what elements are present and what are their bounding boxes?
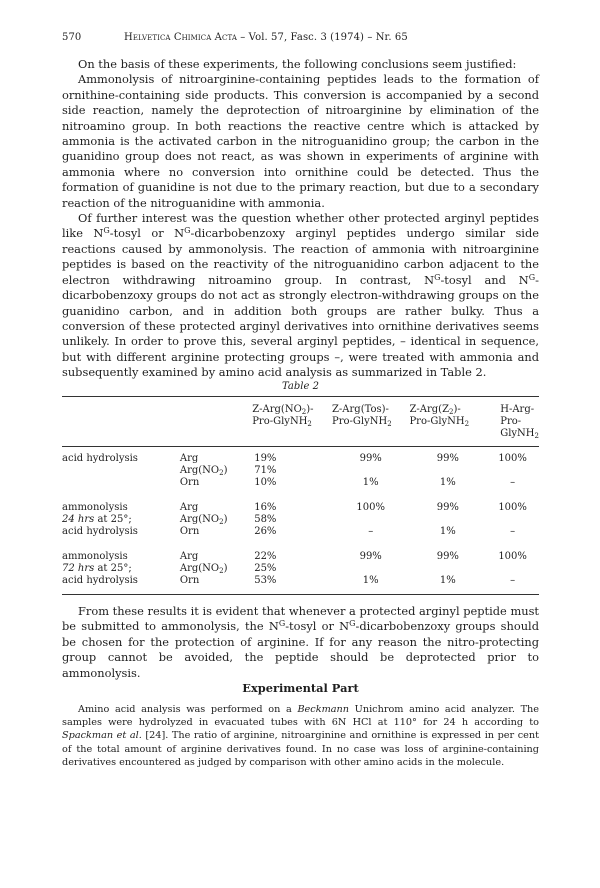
experimental-text: Amino acid analysis was performed on a Beckmann Unichrom amino acid analyzer. The samples were hydrolyzed in evacuated tubes with 6N HCl at 110° for 24 h according to Spackman et al. [24]. The ratio of arginine, nitroarginine and ornithine is expressed in per cent of the total amount of arginine derivatives found. In no case was loss of arginine-containing derivatives encountered as judged by comparison with other amino acids in the molecule. <box>62 704 540 768</box>
table-row: $Arg(NO_2)$ 71% <box>179 465 277 477</box>
section-heading: Experimental Part <box>242 681 359 695</box>
journal-name: Helvetica Chimica Acta <box>124 32 237 43</box>
table-row: acid hydrolysis Orn 26% – 1% – <box>62 526 516 537</box>
results-table <box>62 396 539 595</box>
journal-running-title: Helvetica Chimica Acta – Vol. 57, Fasc. 3 (1974) – Nr. 65 <box>124 32 408 43</box>
body-text-lower <box>62 604 539 681</box>
col-header-dicarbobenzoxy: $Z-Arg(Z_2)-$ Pro-GlyNH$_2$ <box>409 397 486 447</box>
table-row: 72 hrs at 25°; $Arg(NO_2)$ 25% <box>62 563 277 575</box>
table-header-row <box>62 397 539 447</box>
col-header-free: H-Arg- Pro- GlyNH$_2$ <box>486 397 539 447</box>
table-row: acid hydrolysis Arg 19% 99% 99% 100% <box>62 453 527 464</box>
body-text-upper <box>62 57 539 381</box>
table-row: 24 hrs at 25°; $Arg(NO_2)$ 58% <box>62 514 277 526</box>
paragraph-4: From these results it is evident that whenever a protected arginyl peptide must be submitted to ammonolysis, the $N^G$-tosyl or $N^G$-dicarbobenzoxy groups should be chosen for the protection of arginine. If for any reason the nitro-protecting group cannot be avoided, the peptide should be deprotected prior to ammonolysis. <box>62 604 539 680</box>
table-row: acid hydrolysis Orn 53% 1% 1% – <box>62 575 539 595</box>
table-row: Orn 10% 1% 1% – <box>179 477 516 488</box>
table-row: ammonolysis Arg 22% 99% 99% 100% <box>62 551 527 562</box>
volume-info: Vol. 57, Fasc. 3 (1974) – Nr. 65 <box>248 32 408 43</box>
paragraph-2: Ammonolysis of nitroarginine-containing peptides leads to the formation of ornithine-containing side products. This conversion is accompanied by a second side reaction, namely the deprotection of nitroarginine by elimination of the nitroamino group. In both reactions the reactive centre which is attacked by ammonia is the activated carbon in the nitroguanidino group; the carbon in the guanidino group does not react, as was shown in experiments of arginine with ammonia where no conversion into ornithine could be detected. Thus the formation of guanidine is not due to the primary reaction, but due to a secondary reaction of the nitroguanidine with ammonia. <box>62 72 539 210</box>
col-header-nitro: $Z-Arg(NO_2)-$ Pro-GlyNH$_2$ <box>252 397 332 447</box>
table-row: ammonolysis Arg 16% 100% 99% 100% <box>62 502 527 513</box>
paragraph-1: On the basis of these experiments, the following conclusions seem justified: <box>78 57 517 71</box>
table-caption: Table 2 <box>282 381 319 392</box>
col-header-tosyl: Z-Arg(Tos)- Pro-GlyNH$_2$ <box>332 397 409 447</box>
page-number: 570 <box>62 32 82 43</box>
paragraph-3: Of further interest was the question whether other protected arginyl peptides like $N^G$-tosyl or $N^G$-dicarbobenzoxy arginyl peptides undergo similar side reactions caused by ammonolysis. The reaction of ammonia with nitroarginine peptides is based on the reactivity of the nitroguanidino carbon adjacent to the electron withdrawing nitroamino group. In contrast, $N^G$-tosyl and $N^G$-dicarbobenzoxy groups do not act as strongly electron-withdrawing groups on the guanidino carbon, and in addition both groups are rather bulky. Thus a conversion of these protected arginyl derivatives into ornithine derivatives seems unlikely. In order to prove this, several arginyl peptides, – identical in sequence, but with different arginine protecting groups –, were treated with ammonia and subsequently examined by amino acid analysis as summarized in Table 2. <box>62 211 539 380</box>
